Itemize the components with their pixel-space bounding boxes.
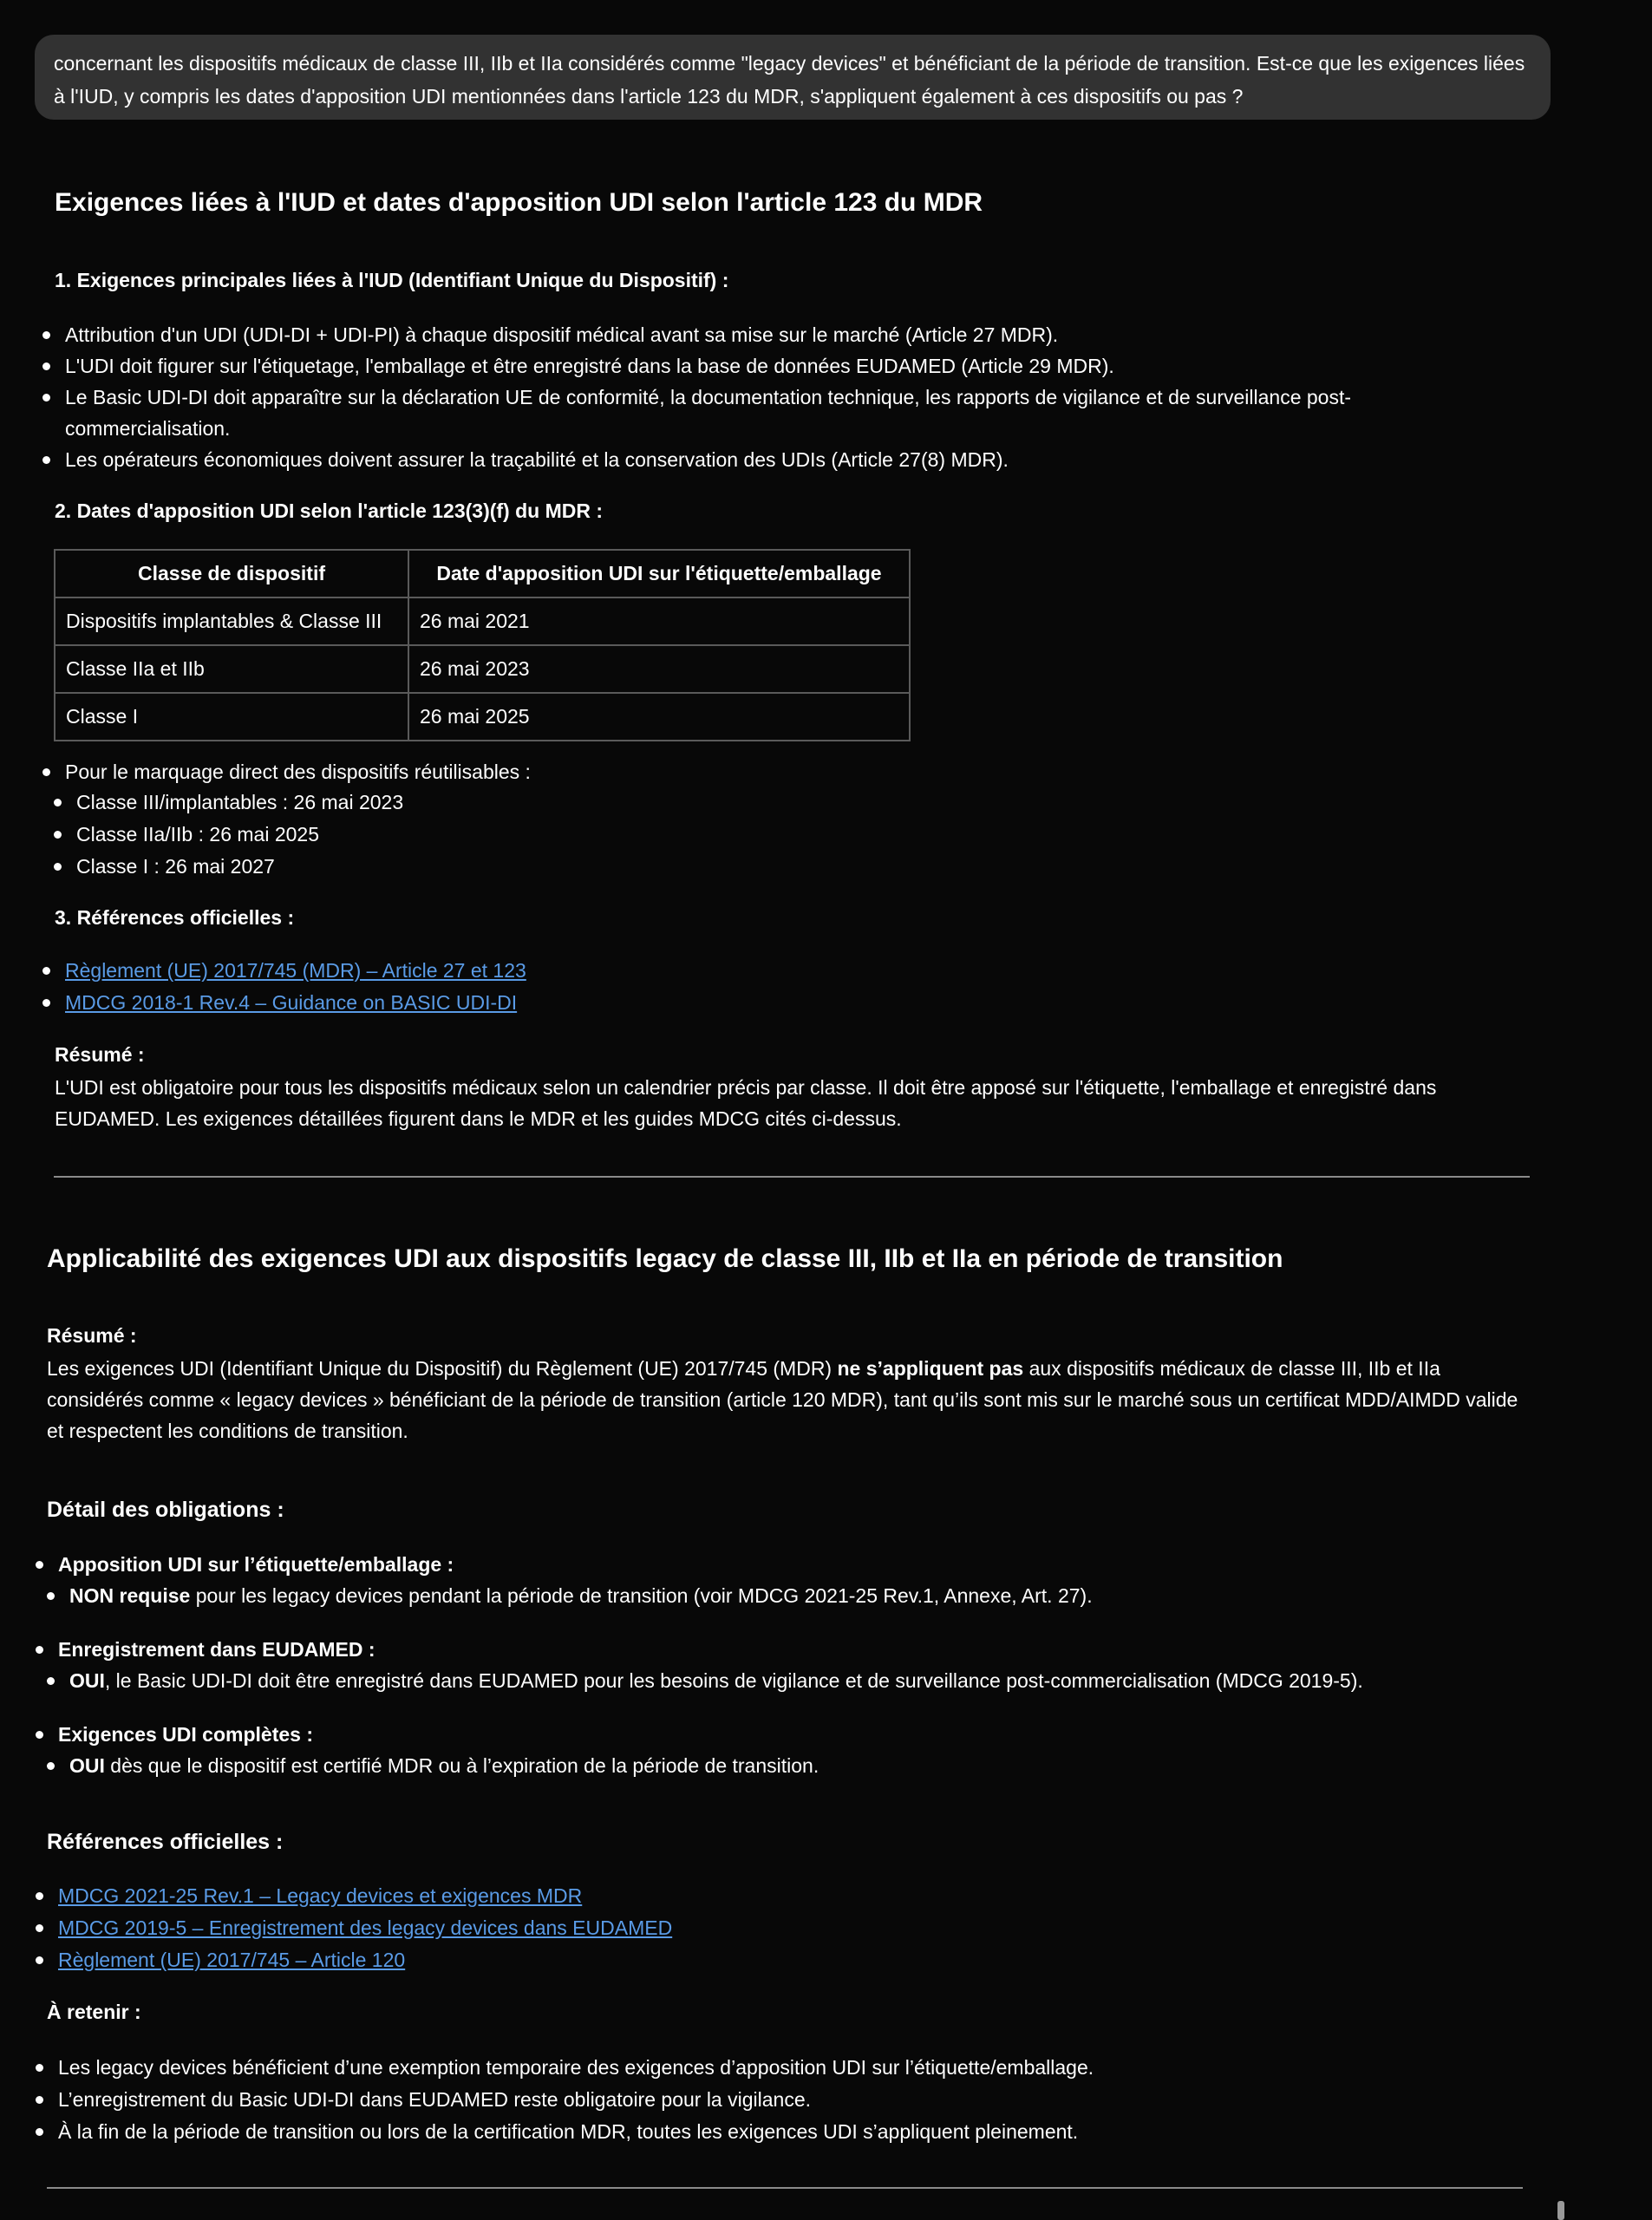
bullet-icon xyxy=(36,1646,43,1654)
list-item: Classe III/implantables : 26 mai 2023 xyxy=(76,787,403,819)
bullet-icon xyxy=(36,1731,43,1739)
bullet-icon xyxy=(36,1561,43,1569)
table-header-row xyxy=(55,550,910,597)
table-row xyxy=(55,597,910,645)
list-item xyxy=(58,1944,672,1976)
divider xyxy=(54,1176,1530,1178)
table-header-cell: Date d'apposition UDI sur l'étiquette/emballage xyxy=(408,550,910,597)
retain-list xyxy=(58,2052,1094,2148)
bullet-icon xyxy=(36,1956,43,1964)
bullet-icon xyxy=(47,1677,55,1685)
bullet-icon xyxy=(36,1924,43,1932)
list-item xyxy=(58,1880,672,1912)
table-cell: 26 mai 2025 xyxy=(408,693,910,741)
table-cell: Classe I xyxy=(55,693,408,741)
section1-references xyxy=(65,955,526,1019)
list-item: L’enregistrement du Basic UDI-DI dans EUDAMED reste obligatoire pour la vigilance. xyxy=(58,2084,1094,2116)
bullet-icon xyxy=(54,799,62,806)
direct-marking-list xyxy=(76,787,403,883)
reference-link-mdcg-2021-25[interactable]: MDCG 2021-25 Rev.1 – Legacy devices et exigences MDR xyxy=(58,1884,583,1907)
bullet-icon xyxy=(36,2064,43,2072)
list-item: Les opérateurs économiques doivent assurer la traçabilité et la conservation des UDIs (Article 27(8) MDR). xyxy=(65,444,1505,475)
obligation-detail: OUI dès que le dispositif est certifié MDR ou à l’expiration de la période de transition. xyxy=(69,1750,819,1781)
obligation-heading: Exigences UDI complètes : xyxy=(58,1719,313,1750)
obligation-heading: Apposition UDI sur l’étiquette/emballage : xyxy=(58,1549,454,1580)
list-item xyxy=(65,987,526,1019)
section1-summary-text: L'UDI est obligatoire pour tous les dispositifs médicaux selon un calendrier précis par classe. Il doit être apposé sur l'étiquette, l'emballage et enregistré dans EUDAMED. Les exigences détaillées figurent dans le MDR et les guides MDCG cités ci-dessus. xyxy=(55,1076,1437,1130)
direct-marking-label: Pour le marquage direct des dispositifs réutilisables : xyxy=(65,756,531,787)
bullet-icon xyxy=(42,331,50,339)
divider xyxy=(47,2187,1523,2189)
table-cell: Dispositifs implantables & Classe III xyxy=(55,597,408,645)
reference-link-mdcg-2018-1[interactable]: MDCG 2018-1 Rev.4 – Guidance on BASIC UDI-DI xyxy=(65,991,518,1014)
bullet-icon xyxy=(42,967,50,975)
list-item xyxy=(58,1912,672,1944)
section2-summary-label: Résumé : xyxy=(47,1324,137,1347)
scrollbar-thumb[interactable] xyxy=(1557,2201,1564,2220)
list-item: À la fin de la période de transition ou lors de la certification MDR, toutes les exigences UDI s’appliquent pleinement. xyxy=(58,2116,1094,2148)
bullet-icon xyxy=(42,456,50,464)
list-item: Classe I : 26 mai 2027 xyxy=(76,851,403,883)
list-item: Attribution d'un UDI (UDI-DI + UDI-PI) à chaque dispositif médical avant sa mise sur le marché (Article 27 MDR). xyxy=(65,319,1505,350)
bullet-icon xyxy=(42,362,50,370)
list-item: Le Basic UDI-DI doit apparaître sur la déclaration UE de conformité, la documentation technique, les rapports de vigilance et de surveillance post-commercialisation. xyxy=(65,382,1505,444)
reference-link-mdr-article-120[interactable]: Règlement (UE) 2017/745 – Article 120 xyxy=(58,1949,406,1971)
bullet-icon xyxy=(36,1892,43,1900)
bullet-icon xyxy=(42,999,50,1007)
section2-title: Applicabilité des exigences UDI aux dispositifs legacy de classe III, IIb et IIa en période de transition xyxy=(47,1244,1283,1273)
user-message-text: concernant les dispositifs médicaux de classe III, IIb et IIa considérés comme "legacy devices" et bénéficiant de la période de transition. Est-ce que les exigences liées à l'IUD, y compris les dates d'apposition UDI mentionnées dans l'article 123 du MDR, s'appliquent également à ces dispositifs ou pas ? xyxy=(54,52,1525,108)
obligation-heading: Enregistrement dans EUDAMED : xyxy=(58,1634,375,1665)
section2-refs-title: Références officielles : xyxy=(47,1830,284,1854)
section1-subtitle-3: 3. Références officielles : xyxy=(55,906,295,929)
section1-summary-label: Résumé : xyxy=(55,1043,145,1066)
bullet-icon xyxy=(47,1762,55,1770)
udi-dates-table xyxy=(54,549,911,741)
table-cell: 26 mai 2021 xyxy=(408,597,910,645)
section2-summary-text: Les exigences UDI (Identifiant Unique du Dispositif) du Règlement (UE) 2017/745 (MDR) ne s’appliquent pas aux dispositifs médicaux de classe III, IIb et IIa considérés comme « legacy devices » bénéficiant de la période de transition (article 120 MDR), tant qu’ils sont mis sur le marché sous un certificat MDD/AIMDD valide et respectent les conditions de transition. xyxy=(47,1357,1518,1442)
table-row xyxy=(55,693,910,741)
bullet-icon xyxy=(36,2128,43,2136)
bullet-icon xyxy=(42,768,50,776)
section1-title: Exigences liées à l'IUD et dates d'apposition UDI selon l'article 123 du MDR xyxy=(55,188,983,217)
requirements-list xyxy=(65,319,1505,475)
section1-subtitle-2: 2. Dates d'apposition UDI selon l'article 123(3)(f) du MDR : xyxy=(55,500,604,522)
section2-references xyxy=(58,1880,672,1976)
reference-link-mdr[interactable]: Règlement (UE) 2017/745 (MDR) – Article 27 et 123 xyxy=(65,959,526,982)
section1-subtitle-1: 1. Exigences principales liées à l'IUD (Identifiant Unique du Dispositif) : xyxy=(55,269,729,291)
section2-detail-title: Détail des obligations : xyxy=(47,1498,284,1522)
table-row xyxy=(55,645,910,693)
list-item: Classe IIa/IIb : 26 mai 2025 xyxy=(76,819,403,851)
table-header-cell: Classe de dispositif xyxy=(55,550,408,597)
bullet-icon xyxy=(36,2096,43,2104)
bullet-icon xyxy=(54,863,62,871)
obligation-detail: NON requise pour les legacy devices pendant la période de transition (voir MDCG 2021-25 Rev.1, Annexe, Art. 27). xyxy=(69,1580,1093,1611)
table-cell: Classe IIa et IIb xyxy=(55,645,408,693)
list-item: Les legacy devices bénéficient d’une exemption temporaire des exigences d’apposition UDI sur l’étiquette/emballage. xyxy=(58,2052,1094,2084)
list-item: L'UDI doit figurer sur l'étiquetage, l'emballage et être enregistré dans la base de données EUDAMED (Article 29 MDR). xyxy=(65,350,1505,382)
bullet-icon xyxy=(47,1592,55,1600)
section2-retain-label: À retenir : xyxy=(47,2001,141,2023)
bullet-icon xyxy=(54,831,62,839)
reference-link-mdcg-2019-5[interactable]: MDCG 2019-5 – Enregistrement des legacy devices dans EUDAMED xyxy=(58,1916,673,1939)
bullet-icon xyxy=(42,394,50,402)
table-cell: 26 mai 2023 xyxy=(408,645,910,693)
list-item xyxy=(65,955,526,987)
obligation-detail: OUI, le Basic UDI-DI doit être enregistré dans EUDAMED pour les besoins de vigilance et de surveillance post-commercialisation (MDCG 2019-5). xyxy=(69,1665,1363,1696)
